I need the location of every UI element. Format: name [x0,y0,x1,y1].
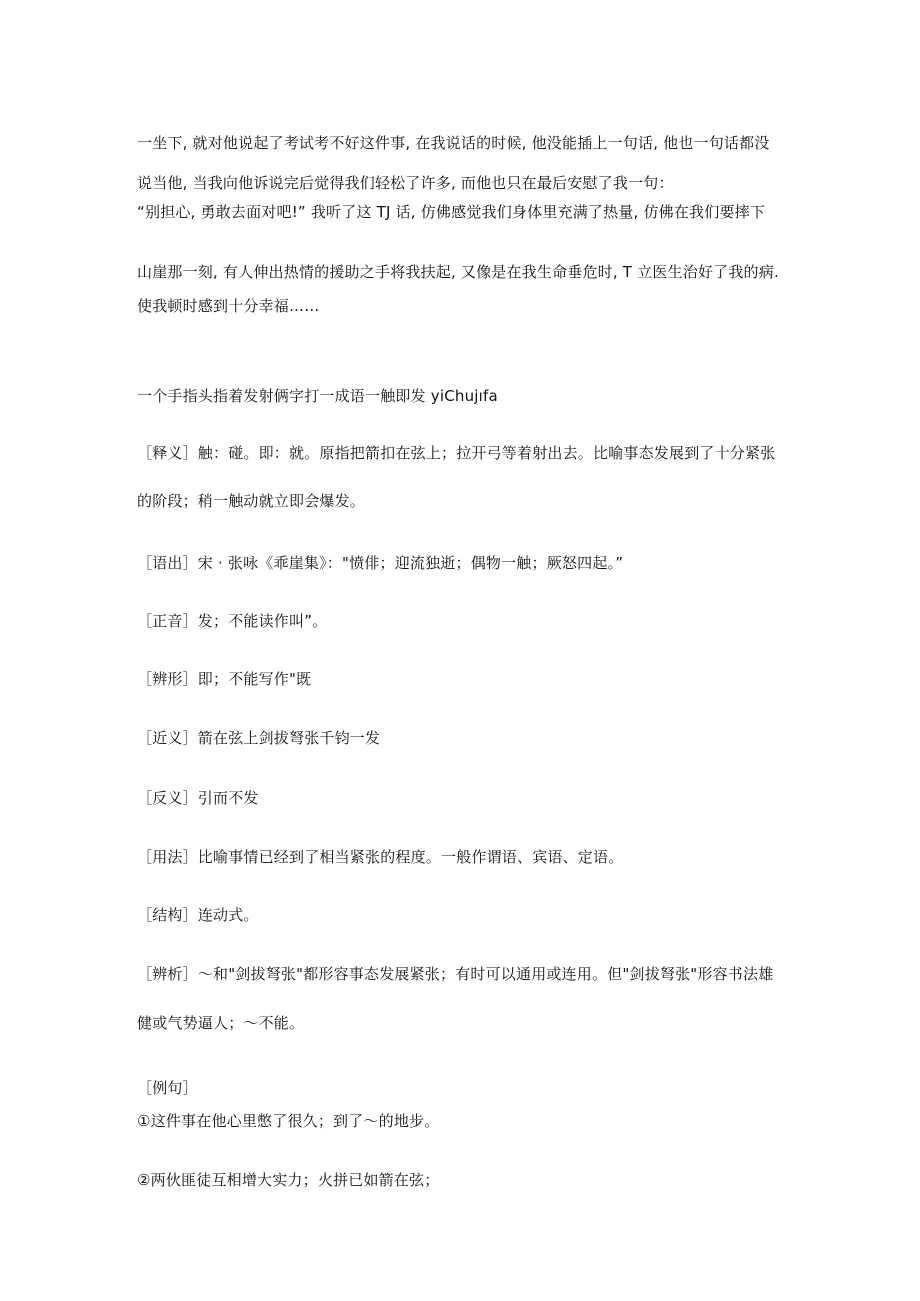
entry-bianxi-line-2: 健或气势逼人；～不能。 [137,1014,305,1032]
entry-jinyi: ［近义］箭在弦上剑拔弩张千钧一发 [137,729,381,747]
story-line-3: “别担心, 勇敢去面对吧!” 我听了这 TJ 话, 仿佛感觉我们身体里充满了热量, 仿佛在我们要摔下 [137,203,766,221]
riddle-line: 一个手指头指着发射俩字打一成语一触即发 yiChujıfa [137,387,498,405]
entry-shiyi-line-1: ［释义］触：碰。即：就。原指把箭扣在弦上；拉开弓等着射出去。比喻事态发展到了十分紧张 [137,444,776,462]
story-line-1: 一坐下, 就对他说起了考试考不好这件事, 在我说话的时候, 他没能插上一句话, 他也一句话都没 [137,134,770,152]
entry-fanyi: ［反义］引而不发 [137,789,259,807]
story-line-5: 使我顿时感到十分幸福…… [137,297,320,315]
entry-zhengyin: ［正音］发；不能读作叫”。 [137,612,328,630]
story-line-2: 说当他, 当我向他诉说完后觉得我们轻松了许多, 而他也只在最后安慰了我一句： [137,174,674,192]
entry-liju-2: ②两伙匪徒互相增大实力；火拼已如箭在弦； [137,1171,440,1189]
entry-liju-heading: ［例句］ [137,1079,198,1097]
entry-yongfa: ［用法］比喻事情已经到了相当紧张的程度。一般作谓语、宾语、定语。 [137,848,624,866]
entry-liju-1: ①这件事在他心里憋了很久；到了～的地步。 [137,1112,440,1130]
entry-bianxing: ［辨形］即；不能写作"既 [137,670,312,688]
entry-shiyi-line-2: 的阶段；稍一触动就立即会爆发。 [137,492,366,510]
entry-jiegou: ［结构］连动式。 [137,906,259,924]
entry-bianxi-line-1: ［辨析］～和"剑拔弩张"都形容事态发展紧张；有时可以通用或连用。但"剑拔弩张"形容书法雄 [137,965,774,983]
story-line-4: 山崖那一刻, 有人伸出热情的援助之手将我扶起, 又像是在我生命垂危时, T 立医生治好了我的病. [137,263,779,281]
entry-yuchu: ［语出］宋 · 张咏《乖崖集》："愤俳；迎流独逝；偶物一触；厥怒四起。” [137,554,624,572]
